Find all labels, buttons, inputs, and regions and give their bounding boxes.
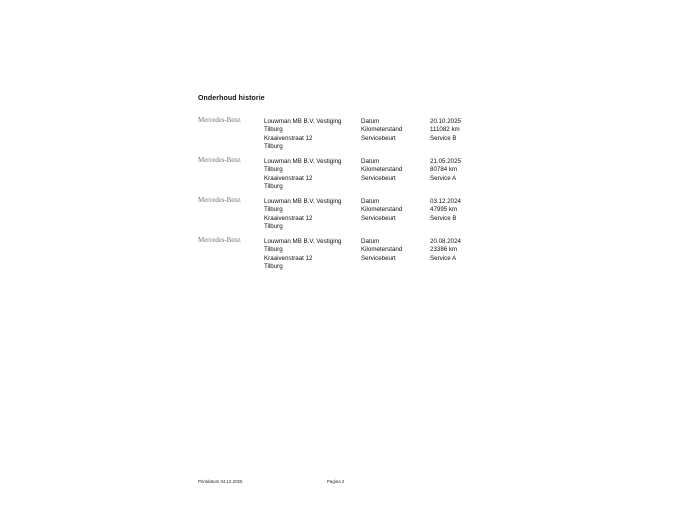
service-value: Service B [430,214,457,222]
field-labels [361,238,402,263]
service-label: Servicebeurt [361,214,396,222]
service-label: Servicebeurt [361,174,396,182]
mercedes-benz-logo: Mercedes-Benz [198,156,241,164]
date-value: 03.12.2024 [430,198,461,205]
date-label: Datum [361,238,380,245]
service-value: Service B [430,134,457,142]
service-value: Service A [430,254,457,262]
mileage-label: Kilometerstand [361,206,403,214]
field-values [430,198,461,223]
mileage-value: 111082 km [430,126,460,134]
mileage-value: 23386 km [430,246,458,254]
dealer-name: Louwman MB B.V. Vestiging [264,118,342,125]
date-value: 21.05.2025 [430,158,461,165]
maintenance-entry [198,238,498,276]
field-values [430,238,461,263]
dealer-street: Kraaivenstraat 12 [264,174,313,182]
page-title: Onderhoud historie [198,95,265,102]
dealer-city: Tilburg [264,166,283,174]
mercedes-benz-logo: Mercedes-Benz [198,116,241,124]
field-values [430,118,461,143]
mercedes-benz-logo: Mercedes-Benz [198,196,241,204]
date-value: 20.10.2025 [430,118,461,125]
dealer-address [264,238,342,272]
field-labels [361,158,402,183]
dealer-city: Tilburg [264,246,283,254]
date-label: Datum [361,158,380,165]
date-label: Datum [361,118,380,125]
date-label: Datum [361,198,380,205]
mileage-label: Kilometerstand [361,126,403,134]
date-value: 20.08.2024 [430,238,461,245]
maintenance-entry [198,158,498,196]
mercedes-benz-logo: Mercedes-Benz [198,236,241,244]
dealer-city: Tilburg [264,126,283,134]
dealer-name: Louwman MB B.V. Vestiging [264,158,342,165]
field-values [430,158,461,183]
dealer-address [264,198,342,232]
dealer-town: Tilburg [264,183,283,191]
mileage-label: Kilometerstand [361,246,403,254]
mileage-label: Kilometerstand [361,166,403,174]
field-labels [361,198,402,223]
print-date: Printdatum 04.12.2025 [198,479,243,484]
mileage-value: 80784 km [430,166,458,174]
mileage-value: 47995 km [430,206,458,214]
dealer-name: Louwman MB B.V. Vestiging [264,238,342,245]
service-label: Servicebeurt [361,254,396,262]
dealer-city: Tilburg [264,206,283,214]
dealer-address [264,158,342,192]
dealer-street: Kraaivenstraat 12 [264,254,313,262]
dealer-town: Tilburg [264,223,283,231]
service-value: Service A [430,174,457,182]
field-labels [361,118,402,143]
dealer-street: Kraaivenstraat 12 [264,134,313,142]
page-number: Pagina 2 [327,479,345,484]
dealer-name: Louwman MB B.V. Vestiging [264,198,342,205]
maintenance-entry [198,198,498,236]
dealer-town: Tilburg [264,143,283,151]
dealer-town: Tilburg [264,263,283,271]
service-label: Servicebeurt [361,134,396,142]
maintenance-entry [198,118,498,156]
dealer-address [264,118,342,152]
dealer-street: Kraaivenstraat 12 [264,214,313,222]
